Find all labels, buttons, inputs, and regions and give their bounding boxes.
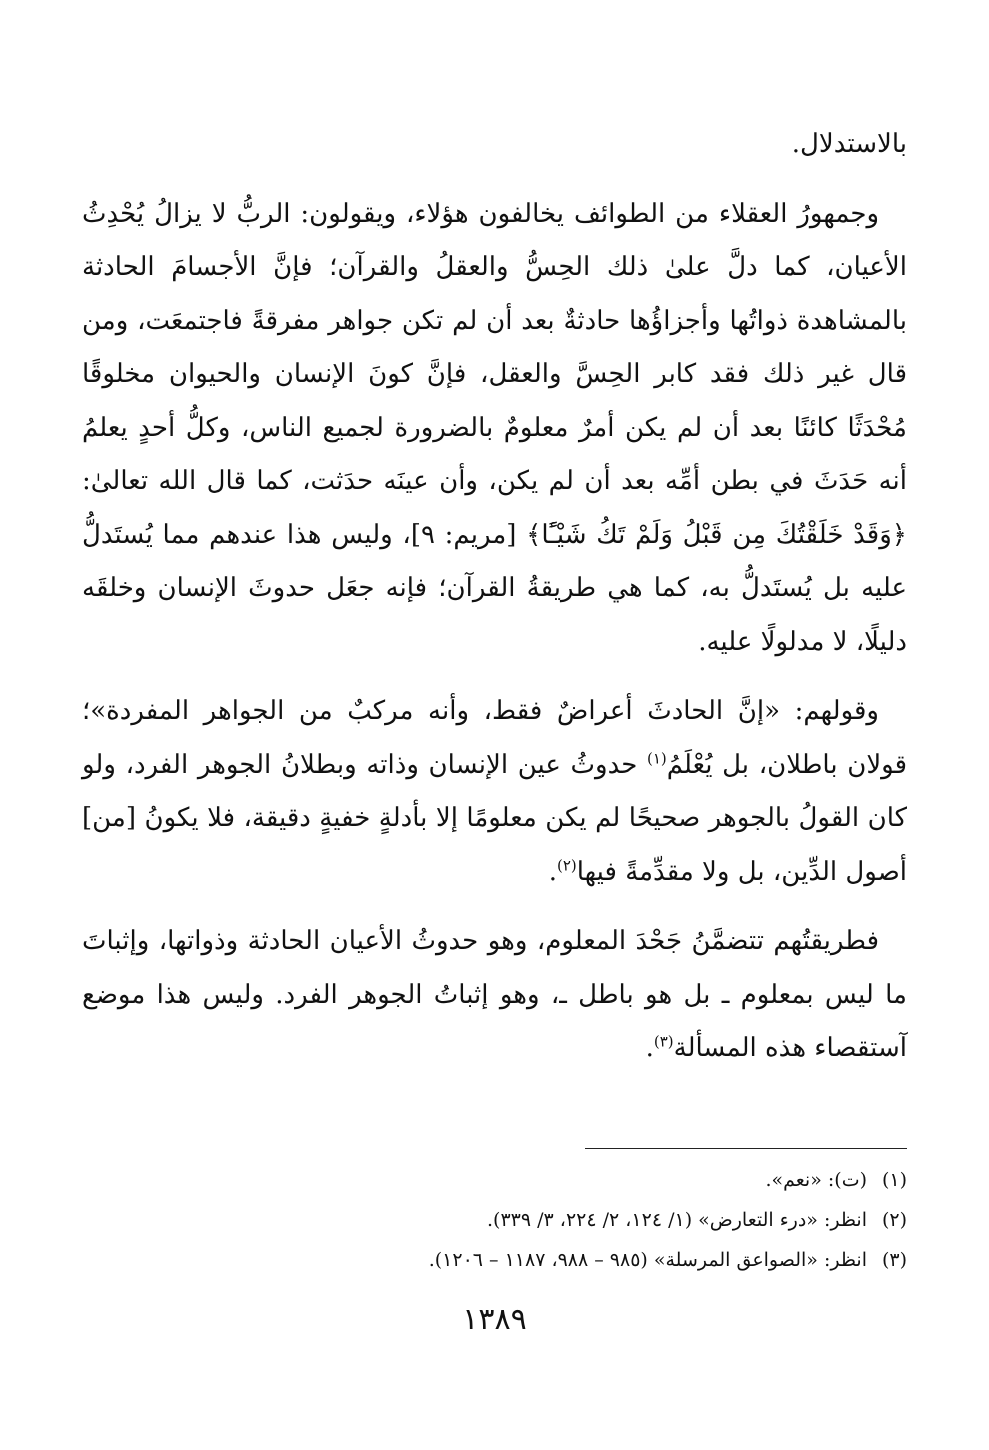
footnote-text: انظر: «درء التعارض» (١/ ١٢٤، ٢/ ٢٢٤، ٣/ ٣٣٩). <box>487 1209 867 1231</box>
footnotes <box>82 1160 907 1280</box>
paragraph-2-text-c: . <box>548 856 557 887</box>
footnote-number: (٣) <box>881 1249 907 1271</box>
footnote-number: (١) <box>881 1169 907 1191</box>
paragraph-3-text-b: . <box>645 1033 654 1063</box>
paragraph-3 <box>82 915 907 1076</box>
footnote-mark-1[interactable]: (١) <box>646 748 667 767</box>
footnote-3 <box>82 1240 907 1280</box>
paragraph-continuation: بالاستدلال. <box>791 129 907 159</box>
footnote-text: انظر: «الصواعق المرسلة» (٩٨٥ – ٩٨٨، ١١٨٧ – ١٢٠٦). <box>428 1249 867 1271</box>
page-number: ١٣٨٩ <box>462 1302 527 1337</box>
main-text <box>82 118 907 1092</box>
footnote-mark-2[interactable]: (٢) <box>556 855 577 874</box>
paragraph-1: وجمهورُ العقلاء من الطوائف يخالفون هؤلاء، ويقولون: الربُّ لا يزالُ يُحْدِثُ الأعيان، كما دلَّ علىٰ ذلك الحِسُّ والعقلُ والقرآن؛ فإنَّ الأجسامَ الحادثة بالمشاهدة ذواتُها وأجزاؤُها حادثةٌ بعد أن لم تكن جواهر مفرقةً فاجتمعَت، ومن قال غير ذلك فقد كابر الحِسَّ والعقل، فإنَّ كونَ الإنسان والحيوان مخلوقًا مُحْدَثًا كائنًا بعد أن لم يكن أمرٌ معلومٌ بالضرورة لجميع الناس، وكلُّ أحدٍ يعلمُ أنه حَدَثَ في بطن أمِّه بعد أن لم يكن، وأن عينَه حدَثت، كما قال الله تعالىٰ: ﴿وَقَدْ خَلَقْتُكَ مِن قَبْلُ وَلَمْ تَكُ شَيْـًٔا﴾ [مريم: ٩]، وليس هذا عندهم مما يُستَدلُّ عليه بل يُستَدلُّ به، كما هي طريقةُ القرآن؛ فإنه جعَل حدوثَ الإنسان وخلقَه دليلًا، لا مدلولًا عليه. <box>82 198 907 657</box>
paragraph-2-text-b: حدوثُ عين الإنسان وذاته وبطلانُ الجوهر الفرد، ولو كان القولُ بالجوهر صحيحًا لم يكن معلومًا إلا بأدلةٍ خفيةٍ دقيقة، فلا يكونُ [من] أصول الدِّين، بل ولا مقدِّمةً فيها <box>82 749 908 887</box>
footnote-text: (ت): «نعم». <box>765 1169 867 1191</box>
footnote-2 <box>82 1200 907 1240</box>
paragraph-2-text-a: وقولهم: «إنَّ الحادثَ أعراضٌ فقط، وأنه مركبٌ من الجواهر المفردة»؛ قولان باطلان، بل يُعْلَمُ <box>82 696 908 780</box>
paragraph-3-text-a: فطريقتُهم تتضمَّنُ جَحْدَ المعلوم، وهو حدوثُ الأعيان الحادثة وذواتها، وإثباتَ ما ليس بمعلوم ـ بل هو باطل ـ، وهو إثباتُ الجوهر الفرد. وليس هذا موضع آستقصاء هذه المسألة <box>82 926 907 1063</box>
footnote-1 <box>82 1160 907 1200</box>
footnote-divider <box>585 1148 907 1149</box>
footnote-number: (٢) <box>881 1209 907 1231</box>
paragraph-2 <box>82 685 907 899</box>
footnote-mark-3[interactable]: (٣) <box>653 1032 674 1051</box>
